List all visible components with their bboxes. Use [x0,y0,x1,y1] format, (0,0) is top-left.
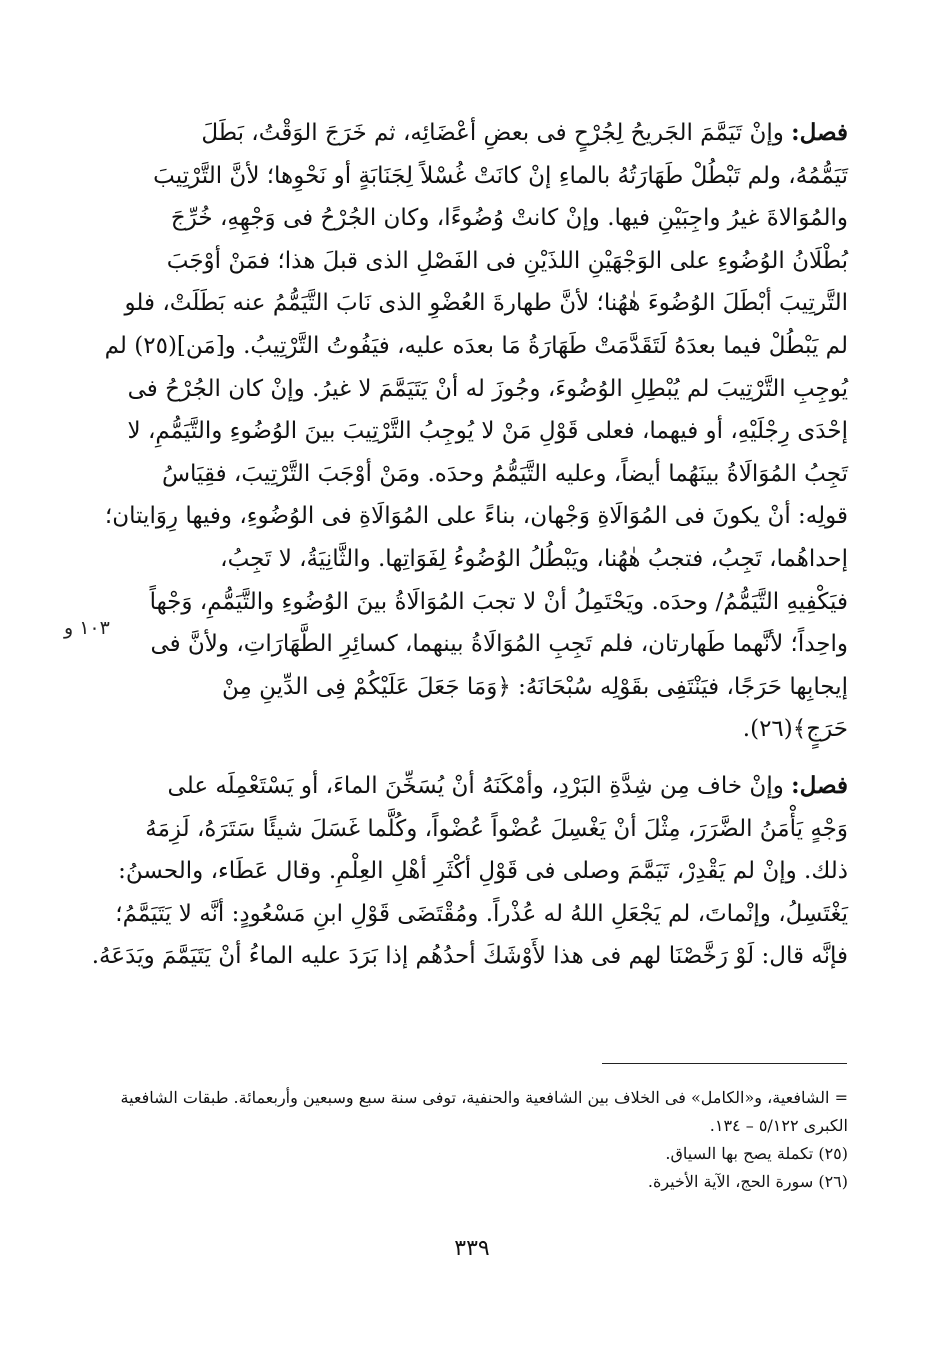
text-line: فصل: وإنْ خاف مِن شِدَّةِ البَرْدِ، وأمْكَنَهُ أنْ يُسَخِّنَ الماءَ، أو يَسْتَعْمِلَه على [167,771,848,799]
paragraph-2 [91,765,848,978]
text-line: والمُوَالاةَ غيرُ واجِبَيْنِ فيها. وإنْ كانتْ وُضُوءًا، وكان الجُرْحُ فى وَجْهِهِ، خُرِّجَ [170,205,848,232]
text-line: إحْدَى رِجْلَيْهِ، أو فيهما، فعلى قَوْلِ مَنْ لا يُوجِبُ التَّرْتِيبَ بينَ الوُضُوءِ والتَّيَمُّمِ، لا [127,418,848,445]
text-line: تَيَمُّمُهُ، ولم تَبْطُلْ طَهَارَتُهُ بالماءِ إنْ كانَتْ غُسْلاً لِجَنَابَةٍ أو نَحْوِها؛ لأنَّ التَّرْتِيبَ [153,162,848,189]
text-line: ذلك. وإنْ لم يَقْدِرْ، تَيَمَّمَ وصلى فى قَوْلِ أكْثَرِ أهْلِ العِلْمِ. وقال عَطَاء، والحسنُ: [118,858,848,885]
footnote-line: (٢٥) تكملة يصح بها السياق. [665,1144,848,1163]
section-heading: فصل: [791,771,848,799]
manuscript-folio-marker: ١٠٣ و [64,617,110,639]
text-line: إيجابِها حَرَجًا، فيَنْتَفِى بقَوْلِه سُبْحَانَهُ: ﴿وَمَا جَعَلَ عَلَيْكُمْ فِى الدِّينِ مِنْ [221,673,848,700]
section-heading: فصل: [791,119,848,146]
text-line: حَرَجٍ﴾(٢٦). [742,716,848,743]
paragraph-1 [104,112,848,751]
footnote-line: (٢٦) سورة الحج، الآية الأخيرة. [647,1172,848,1191]
text-line: يَغْتَسِلُ، وإنْماتَ، لم يَجْعَلِ اللهُ له عُذْراً. ومُقْتَضَى قَوْلِ ابنِ مَسْعُودٍ: أنَّه لا يَتَيَمَّمُ؛ [115,900,848,927]
text-line: واحِداً؛ لأنَّهما طَهارتان، فلم تَجِبِ المُوَالَاةُ بينهما، كسائِرِ الطَّهَارَاتِ، ولأنَّ فى [150,631,848,658]
footnote-line: الكبرى ٥/١٢٢ – ١٣٤. [709,1116,848,1135]
text-line: لم يَبْطُلْ فيما بعدَهُ لَتَقَدَّمَتْ طَهَارَةُ مَا بعدَه عليه، فيَفُوتُ التَّرْتِيبُ. و[مَن](٢٥) لم [104,332,848,359]
footnote-line: = الشافعية، و«الكامل» فى الخلاف بين الشافعية والحنفية، توفى سنة سبع وسبعين وأربعمائة. طبقات الشافعية [120,1088,848,1107]
text-line: يُوجِبِ التَّرْتِيبَ لم يُبْطِلِ الوُضُوءَ، وجُوزَ له أنْ يَتَيَمَّمَ لا غيرُ. وإنْ كان الجُرْحُ فى [127,375,848,402]
text-line: تَجِبُ المُوَالَاةُ بينَهُما أيضاً، وعليه التَّيَمُّمُ وحدَه. ومَنْ أوْجَبَ التَّرْتِيبَ، فقِيَاسُ [161,460,848,487]
text-line: إحداهُما، تَجِبُ، فتجبُ هٰهُنا، ويَبْطُلُ الوُضُوءُ لِفَوَاتِها. والثَّانِيَةُ، لا تَجِبُ، [220,545,848,572]
text-line: وَجْهٍ يَأْمَنُ الضَّرَرَ، مِثْلَ أنْ يَغْسِلَ عُضْواً عُضْواً، وكُلَّما غَسَلَ شيئًا سَتَرَهُ، لَزِمَهُ [145,815,848,842]
text-line: فإنَّه قال: لَوْ رَخَّصْنَا لهم فى هذا لأَوْشَكَ أحدُهُم إذا بَرَدَ عليه الماءُ أنْ يَتَيَمَّمَ ويَدَعَهُ. [91,943,848,970]
text-line: فصل: وإنْ تَيَمَّمَ الجَريحُ لِجُرْحٍ فى بعضِ أعْضَائِه، ثم خَرَجَ الوَقْتُ، بَطَلَ [201,119,848,146]
footnote-divider [602,1063,847,1064]
footnotes [118,1084,848,1196]
paragraph-gap [118,751,848,765]
main-text [91,112,848,978]
page-number: ٣٣٩ [454,1236,490,1261]
text-line: بُطْلَانُ الوُضُوءِ على الوَجْهَيْنِ اللذَيْنِ فى الفَصْلِ الذى قبلَ هذا؛ فمَنْ أوْجَبَ [166,247,848,274]
text-line: قولِه: أنْ يكونَ فى المُوَالَاةِ وَجْهان، بناءً على المُوَالَاةِ فى الوُضُوءِ، وفيها رِوَايتان؛ [104,503,848,530]
text-line: التَّرتِيبَ أبْطَلَ الوُضُوءَ هٰهُنا؛ لأنَّ طهارةَ العُضْوِ الذى نَابَ التَّيَمُّمُ عنه بَطَلَتْ، فلو [124,290,848,317]
text-line: فيَكْفِيهِ التَّيَمُّمُ/ وحدَه. ويَحْتَمِلُ أنْ لا تجبَ المُوَالَاةُ بينَ الوُضُوءِ والتَّيَمُّمِ، وَجْهاً [149,588,848,615]
